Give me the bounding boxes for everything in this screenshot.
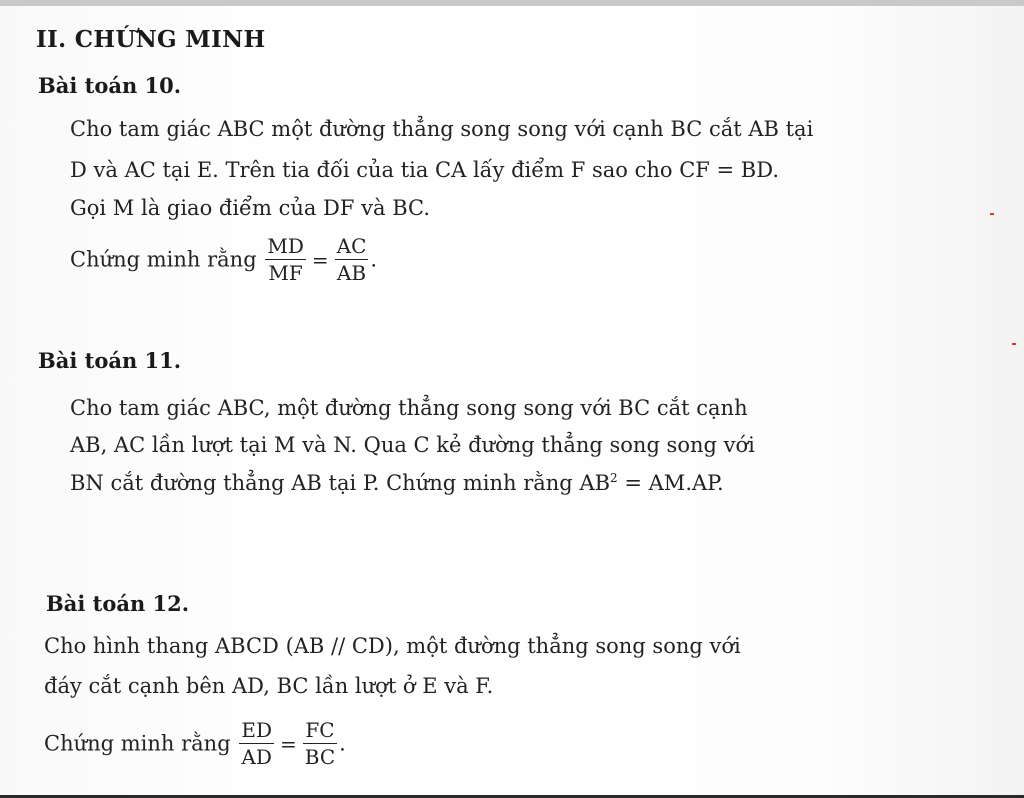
problem-10-line-3: Gọi M là giao điểm của DF và BC. — [70, 196, 431, 220]
equals-sign: = — [311, 247, 329, 272]
fraction-numerator: FC — [303, 718, 337, 744]
problem-10-title: Bài toán 10. — [38, 73, 182, 98]
prove-prefix: Chứng minh rằng — [44, 731, 231, 756]
problem-10-proof-statement — [70, 234, 377, 285]
fraction-ed-ad — [239, 718, 274, 769]
fraction-denominator: AD — [241, 745, 272, 769]
fraction-ac-ab — [335, 234, 369, 285]
fraction-denominator: BC — [304, 745, 336, 769]
problem-12-title: Bài toán 12. — [46, 591, 190, 616]
fraction-denominator: AB — [336, 261, 367, 285]
red-mark — [1012, 343, 1016, 345]
problem-11-line-3 — [70, 471, 724, 495]
math-ab-squared — [579, 471, 617, 495]
problem-12-line-1: Cho hình thang ABCD (AB // CD), một đường thẳng song song với — [44, 634, 741, 658]
end-punctuation: . — [339, 731, 346, 756]
math-base: AB — [579, 471, 611, 495]
fraction-numerator: AC — [336, 234, 367, 258]
math-rest: = AM.AP. — [624, 471, 724, 495]
fraction-fc-bc — [303, 718, 337, 769]
prove-prefix: Chứng minh rằng — [70, 247, 257, 272]
problem-11-title: Bài toán 11. — [38, 348, 182, 373]
problem-11-line-3-text: BN cắt đường thẳng AB tại P. Chứng minh rằng — [70, 471, 573, 495]
fraction-denominator: MF — [268, 261, 303, 285]
section-title: II. CHỨNG MINH — [36, 26, 266, 53]
problem-11-line-1: Cho tam giác ABC, một đường thẳng song song với BC cắt cạnh — [70, 396, 748, 420]
document-page — [0, 6, 1024, 795]
end-punctuation: . — [370, 247, 378, 272]
red-mark — [990, 213, 994, 215]
fraction-md-mf — [265, 234, 306, 285]
problem-12-line-2: đáy cắt cạnh bên AD, BC lần lượt ở E và F. — [44, 674, 494, 698]
problem-12-proof-statement — [44, 718, 346, 769]
equals-sign: = — [279, 731, 297, 756]
problem-11-line-2: AB, AC lần lượt tại M và N. Qua C kẻ đường thẳng song song với — [70, 433, 755, 457]
fraction-numerator: MD — [267, 234, 304, 258]
math-exponent: 2 — [610, 471, 618, 485]
fraction-numerator: ED — [241, 718, 272, 742]
problem-10-line-1: Cho tam giác ABC một đường thẳng song song với cạnh BC cắt AB tại — [70, 117, 814, 141]
problem-10-line-2: D và AC tại E. Trên tia đối của tia CA lấy điểm F sao cho CF = BD. — [70, 158, 779, 182]
